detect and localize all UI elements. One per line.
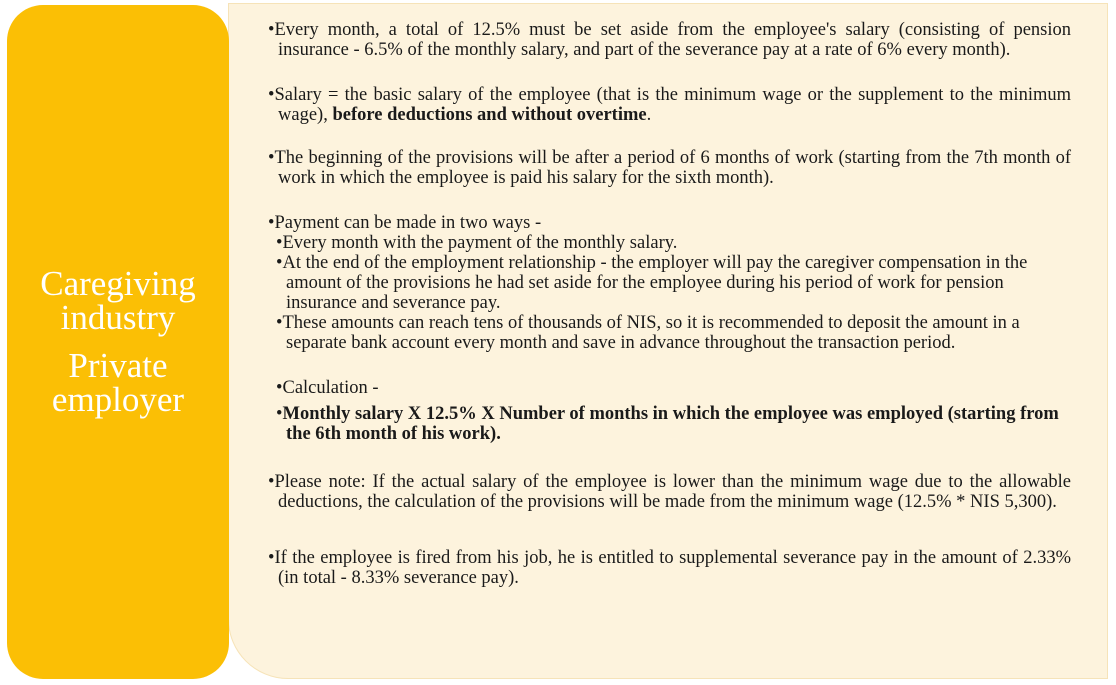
- sidebar-title-line2: industry: [60, 298, 176, 337]
- item-payment-ways: Payment can be made in two ways -: [274, 213, 542, 233]
- item-supplemental-severance: If the employee is fired from his job, he is entitled to supplemental severance pay in the amount of 2.33% (in total - 8.33% severance pay).: [274, 548, 1071, 588]
- sub-list-item: [268, 404, 1071, 444]
- item-salary-emphasis: before deductions and without overtime: [332, 105, 647, 125]
- item-monthly-payment: Every month with the payment of the monthly salary.: [282, 233, 678, 253]
- item-salary-definition: Salary = the basic salary of the employee (that is the minimum wage or the supplement to the minimum wage),: [274, 85, 1071, 125]
- item-set-aside: Every month, a total of 12.5% must be set aside from the employee's salary (consisting of pension insurance - 6.5% of the monthly salary, and part of the severance pay at a rate of 6% every month).: [274, 20, 1071, 60]
- list-item: [268, 548, 1071, 588]
- bullet-list: [268, 20, 1071, 588]
- item-end-of-employment: At the end of the employment relationship - the employer will pay the caregiver compensation in the amount of the provisions he had set aside for the employee during his period of work for pension insurance and severance pay.: [282, 253, 1028, 313]
- item-salary-period: .: [646, 105, 652, 125]
- sidebar-subtitle-line1: Private: [68, 346, 168, 385]
- item-please-note: Please note: If the actual salary of the employee is lower than the minimum wage due to the allowable deductions, the calculation of the provisions will be made from the minimum wage (12.5% * NIS 5,300).: [274, 472, 1071, 512]
- item-provisions-start: The beginning of the provisions will be after a period of 6 months of work (starting from the 7th month of work in which the employee is paid his salary for the sixth month).: [274, 148, 1071, 188]
- sidebar-subtitle-line2: employer: [51, 380, 185, 419]
- list-item: [268, 472, 1071, 512]
- sub-list-item: [268, 253, 1071, 313]
- sidebar-title-line1: Caregiving: [40, 264, 196, 303]
- list-item: [268, 148, 1071, 188]
- bullet-icon: •: [276, 404, 283, 424]
- bullet-icon: •: [268, 548, 275, 568]
- item-bank-deposit: These amounts can reach tens of thousands of NIS, so it is recommended to deposit the amount in a separate bank account every month and save in advance throughout the transaction period.: [282, 313, 1020, 353]
- bullet-icon: •: [268, 20, 275, 40]
- list-item: [268, 213, 1071, 233]
- bullet-icon: •: [268, 213, 275, 233]
- sub-list-item: [268, 313, 1071, 353]
- list-item: [268, 20, 1071, 60]
- side-panel: [7, 5, 229, 679]
- bullet-icon: •: [276, 253, 283, 273]
- sub-list-item: [268, 233, 1071, 253]
- item-calculation-heading: Calculation -: [282, 378, 379, 398]
- sub-list-item: [268, 378, 1071, 398]
- bullet-icon: •: [276, 313, 283, 333]
- bullet-icon: •: [268, 148, 275, 168]
- list-item: [268, 85, 1071, 125]
- bullet-icon: •: [276, 378, 283, 398]
- bullet-icon: •: [276, 233, 283, 253]
- item-calculation-formula: Monthly salary X 12.5% X Number of months in which the employee was employed (starting from the 6th month of his work).: [282, 404, 1059, 444]
- bullet-icon: •: [268, 472, 275, 492]
- bullet-icon: •: [268, 85, 275, 105]
